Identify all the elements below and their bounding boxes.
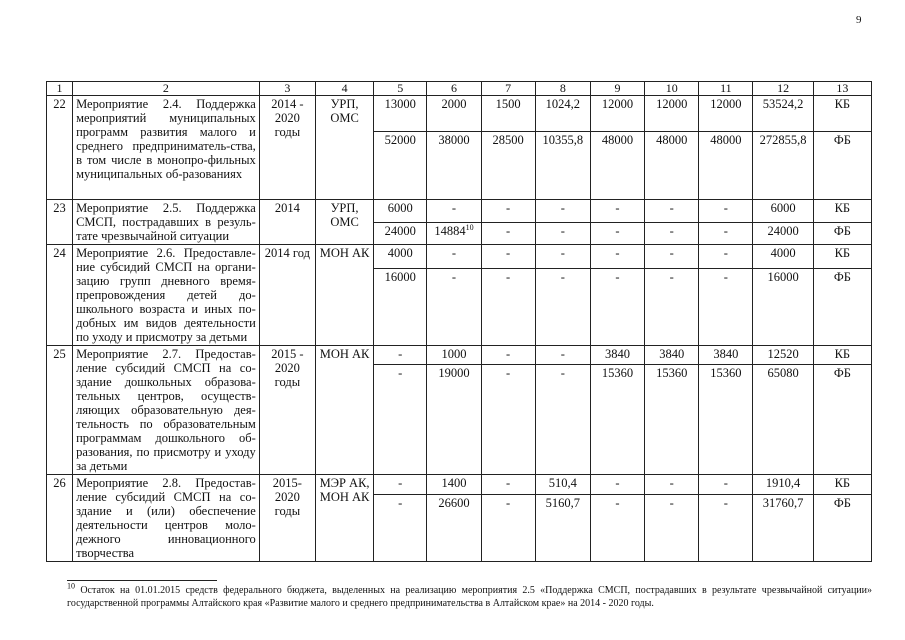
activity-name: Мероприятие 2.6. Предоставле-ние субсидий СМСП на органи-зацию групп дневного время-препровождения детей до-школьного возраста и иных по-добных им видов деятельности по уходу и присмотру за детьми [73,245,260,346]
fb-value-cell: 48000 [590,132,644,200]
header-cell: 2 [73,82,260,96]
kb-value-cell: 3840 [645,346,699,365]
fb-value-cell: 16000 [374,269,427,346]
fb-value-cell: - [699,222,753,245]
footnote-separator [67,580,217,581]
fb-value-cell: 19000 [427,364,481,474]
fb-value-cell: 5160,7 [535,494,590,561]
period: 2014 - 2020 годы [259,96,315,200]
fb-value-cell: - [590,222,644,245]
row-number: 26 [47,475,73,562]
fb-value-cell: - [699,494,753,561]
period: 2015- 2020 годы [259,475,315,562]
kb-value-cell: - [374,346,427,365]
fb-value-cell: 272855,8 [753,132,813,200]
kb-value-cell: 2000 [427,96,481,132]
row-number: 23 [47,200,73,245]
kb-value-cell: - [645,475,699,495]
activity-name: Мероприятие 2.7. Предостав-ление субсидий СМСП на со-здание дошкольных образова-тельных центров, осуществ-ляющих образовательную дея-тельность по образовательным программам дошкольного об-разования, по присмотру и уходу за детьми [73,346,260,475]
fb-value-cell: - [590,494,644,561]
fb-value-cell: 24000 [753,222,813,245]
kb-value-cell: КБ [813,245,871,269]
header-cell: 8 [535,82,590,96]
fb-value-cell: 48000 [699,132,753,200]
footnote-text: Остаток на 01.01.2015 средств федерального бюджета, выделенных на реализацию мероприятия 2.5 «Поддержка СМСП, пострадавших в результате чрезвычайной ситуации» государственной программы Алтайского края «Развитие малого и среднего предпринимательства в Алтайском крае» на 2014 - 2020 годы. [67,585,872,609]
kb-value-cell: 6000 [374,200,427,223]
period: 2015 - 2020 годы [259,346,315,475]
kb-value-cell: - [535,200,590,223]
kb-value-cell: - [481,200,535,223]
page-number: 9 [856,14,862,26]
header-cell: 7 [481,82,535,96]
fb-value-cell: 65080 [753,364,813,474]
kb-value-cell: 1910,4 [753,475,813,495]
header-cell: 4 [315,82,373,96]
fb-value-cell: 38000 [427,132,481,200]
header-cell: 9 [590,82,644,96]
kb-value-cell: - [645,200,699,223]
kb-value-cell: КБ [813,200,871,223]
executor: УРП, ОМС [315,96,373,200]
fb-value-cell: - [535,269,590,346]
footnote-ref: 10 [465,222,474,232]
table-row [47,346,872,365]
header-cell: 12 [753,82,813,96]
fb-value-cell: 24000 [374,222,427,245]
kb-value-cell: КБ [813,346,871,365]
footnote-mark: 10 [67,581,75,591]
fb-value-cell: 15360 [590,364,644,474]
table-row [47,245,872,269]
kb-value-cell: - [481,245,535,269]
kb-value-cell: 4000 [753,245,813,269]
fb-value-cell: ФБ [813,269,871,346]
fb-value-cell: ФБ [813,494,871,561]
row-number: 25 [47,346,73,475]
kb-value-cell: 1024,2 [535,96,590,132]
fb-value-cell: - [535,364,590,474]
fb-value-cell: - [645,222,699,245]
fb-value-cell: - [481,222,535,245]
fb-value-cell: - [427,269,481,346]
header-cell: 11 [699,82,753,96]
row-number: 22 [47,96,73,200]
header-cell: 13 [813,82,871,96]
kb-value-cell: - [590,245,644,269]
kb-value-cell: 3840 [590,346,644,365]
header-cell: 10 [645,82,699,96]
kb-value-cell: 510,4 [535,475,590,495]
kb-value-cell: - [645,245,699,269]
fb-value-cell: - [590,269,644,346]
fb-value-cell: - [645,269,699,346]
fb-value-cell: 10355,8 [535,132,590,200]
kb-value-cell: - [699,200,753,223]
period: 2014 [259,200,315,245]
kb-value-cell: 4000 [374,245,427,269]
kb-value-cell: 1500 [481,96,535,132]
fb-value: 14884 [434,223,466,238]
fb-value-cell: 26600 [427,494,481,561]
kb-value-cell: 12520 [753,346,813,365]
header-row [47,82,872,96]
kb-value-cell: 12000 [699,96,753,132]
fb-value-cell: 16000 [753,269,813,346]
header-cell: 6 [427,82,481,96]
kb-value-cell: 13000 [374,96,427,132]
fb-value-cell: - [481,269,535,346]
fb-value-cell: ФБ [813,132,871,200]
row-number: 24 [47,245,73,346]
header-cell: 1 [47,82,73,96]
fb-value-cell [427,222,481,245]
activity-name: Мероприятие 2.5. Поддержка СМСП, пострадавших в резуль-тате чрезвычайной ситуации [73,200,260,245]
kb-value-cell: 1400 [427,475,481,495]
kb-value-cell: 1000 [427,346,481,365]
fb-value-cell: 31760,7 [753,494,813,561]
kb-value-cell: - [590,200,644,223]
fb-value-cell: 15360 [645,364,699,474]
fb-value-cell: 15360 [699,364,753,474]
fb-value-cell: ФБ [813,222,871,245]
fb-value-cell: - [481,494,535,561]
kb-value-cell: 6000 [753,200,813,223]
kb-value-cell: - [590,475,644,495]
fb-value-cell: 48000 [645,132,699,200]
kb-value-cell: 12000 [645,96,699,132]
kb-value-cell: - [535,245,590,269]
kb-value-cell: 3840 [699,346,753,365]
fb-value-cell: - [481,364,535,474]
kb-value-cell: КБ [813,475,871,495]
fb-value-cell: - [535,222,590,245]
fb-value-cell: - [645,494,699,561]
kb-value-cell: - [535,346,590,365]
fb-value-cell: - [374,494,427,561]
kb-value-cell: - [699,245,753,269]
executor: МОН АК [315,346,373,475]
fb-value-cell: - [374,364,427,474]
kb-value-cell: КБ [813,96,871,132]
kb-value-cell: - [481,346,535,365]
kb-value-cell: - [374,475,427,495]
funding-table [46,81,872,562]
executor: МОН АК [315,245,373,346]
table-row [47,475,872,495]
table-row [47,96,872,132]
activity-name: Мероприятие 2.4. Поддержка мероприятий муниципальных программ развития малого и среднего предприниматель-ства, в том числе в монопро-фильных муниципальных об-разованиях [73,96,260,200]
kb-value-cell: 53524,2 [753,96,813,132]
kb-value-cell: 12000 [590,96,644,132]
fb-value-cell: 52000 [374,132,427,200]
executor: МЭР АК, МОН АК [315,475,373,562]
executor: УРП, ОМС [315,200,373,245]
footnote [67,581,872,610]
kb-value-cell: - [427,200,481,223]
table-row [47,200,872,223]
header-cell: 5 [374,82,427,96]
header-cell: 3 [259,82,315,96]
fb-value-cell: ФБ [813,364,871,474]
fb-value-cell: 28500 [481,132,535,200]
period: 2014 год [259,245,315,346]
kb-value-cell: - [481,475,535,495]
kb-value-cell: - [699,475,753,495]
activity-name: Мероприятие 2.8. Предостав-ление субсидий СМСП на со-здание и (или) обеспечение деятельности центров моло-дежного инновационного творчества [73,475,260,562]
kb-value-cell: - [427,245,481,269]
fb-value-cell: - [699,269,753,346]
